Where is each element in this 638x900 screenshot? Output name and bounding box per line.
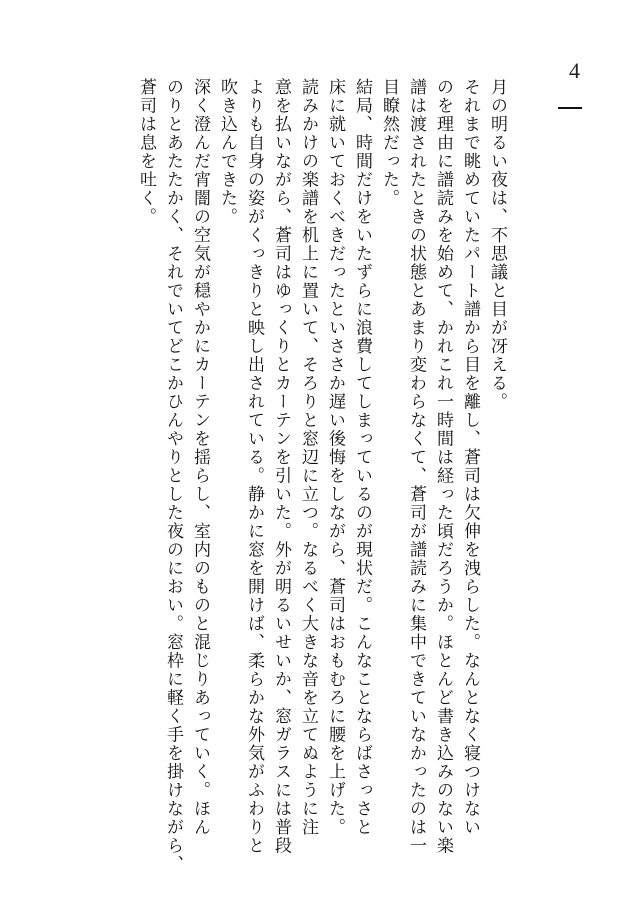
text-line: 深く澄んだ宵闇の空気が穏やかにカーテンを揺らし、室内のものと混じりあっていく。ほん — [190, 78, 210, 837]
text-line: 吹き込んできた。 — [217, 78, 237, 226]
text-line: 結局、時間だけをいたずらに浪費してしまっているのが現状だ。こんなことならばさっさと — [352, 78, 372, 837]
text-line: 月の明るい夜は、不思議と目が冴える。 — [487, 78, 507, 411]
text-line: 目瞭然だった。 — [379, 78, 399, 208]
chapter-title-glyph — [558, 107, 582, 109]
text-line: 読みかけの楽譜を机上に置いて、そろりと窓辺に立つ。なるべく大きな音を立てぬように注 — [298, 78, 318, 837]
text-line: のを理由に譜読みを始めて、かれこれ一時間は経った頃だろうか。ほとんど書き込みのない楽 — [433, 78, 453, 855]
chapter-title — [554, 96, 586, 122]
body-text — [50, 78, 510, 874]
page-number: 4 — [569, 58, 580, 83]
text-line: よりも自身の姿がくっきりと映し出されている。静かに窓を開けば、柔らかな外気がふわりと — [244, 78, 264, 855]
text-line: 意を払いながら、蒼司はゆっくりとカーテンを引いた。外が明るいせいか、窓ガラスには普段 — [271, 78, 291, 855]
text-line: 蒼司は息を吐く。 — [136, 78, 156, 226]
text-line: 床に就いておくべきだったといささか遅い後悔をしながら、蒼司はおもむろに腰を上げた。 — [325, 78, 345, 837]
text-line: それまで眺めていたパート譜から目を離し、蒼司は欠伸を洩らした。なんとなく寝つけない — [460, 78, 480, 837]
text-line: 譜は渡されたときの状態とあまり変わらなくて、蒼司が譜読みに集中できていなかったのは一 — [406, 78, 426, 855]
text-line: のりとあたたかく、それでいてどこかひんやりとした夜のにおい。窓枠に軽く手を掛けながら、 — [163, 78, 183, 874]
